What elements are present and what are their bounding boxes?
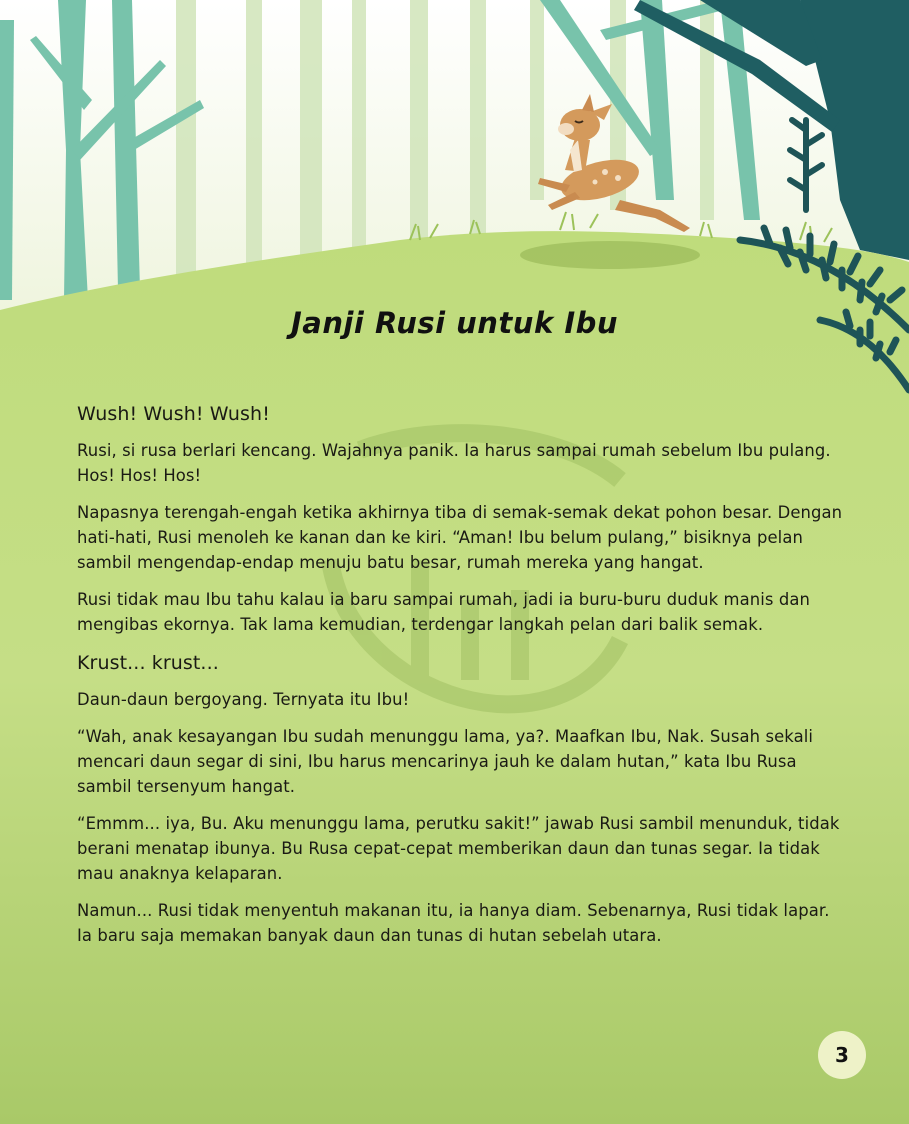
- sound-effect: Krust... krust...: [77, 652, 219, 674]
- story-paragraph: “Emmm... iya, Bu. Aku menunggu lama, perutku sakit!” jawab Rusi sambil menunduk, tidak berani menatap ibunya. Bu Rusa cepat-cepat memberikan daun dan tunas segar. Ia tidak mau anaknya kelaparan.: [77, 814, 840, 883]
- story-paragraph: Namun... Rusi tidak menyentuh makanan itu, ia hanya diam. Sebenarnya, Rusi tidak lapar. Ia baru saja memakan banyak daun dan tunas di hutan sebelah utara.: [77, 901, 830, 945]
- story-text: [77, 400, 847, 960]
- sound-effect: Wush! Wush! Wush!: [77, 403, 270, 425]
- story-paragraph: “Wah, anak kesayangan Ibu sudah menunggu lama, ya?. Maafkan Ibu, Nak. Susah sekali mencari daun segar di sini, Ibu harus mencarinya jauh ke dalam hutan,” kata Ibu Rusa sambil tersenyum hangat.: [77, 727, 814, 796]
- page-title: Janji Rusi untuk Ibu: [290, 306, 619, 340]
- story-paragraph: Daun-daun bergoyang. Ternyata itu Ibu!: [77, 690, 410, 709]
- story-paragraph: Napasnya terengah-engah ketika akhirnya tiba di semak-semak dekat pohon besar. Dengan hati-hati, Rusi menoleh ke kanan dan ke kiri. “Aman! Ibu belum pulang,” bisiknya pelan sambil mengendap-endap menuju batu besar, rumah mereka yang hangat.: [77, 503, 843, 572]
- story-paragraph: Rusi tidak mau Ibu tahu kalau ia baru sampai rumah, jadi ia buru-buru duduk manis dan mengibas ekornya. Tak lama kemudian, terdengar langkah pelan dari balik semak.: [77, 590, 810, 634]
- deer-shadow: [520, 241, 700, 269]
- page-number: 3: [818, 1031, 866, 1079]
- story-paragraph: Rusi, si rusa berlari kencang. Wajahnya panik. Ia harus sampai rumah sebelum Ibu pulang. Hos! Hos! Hos!: [77, 441, 831, 485]
